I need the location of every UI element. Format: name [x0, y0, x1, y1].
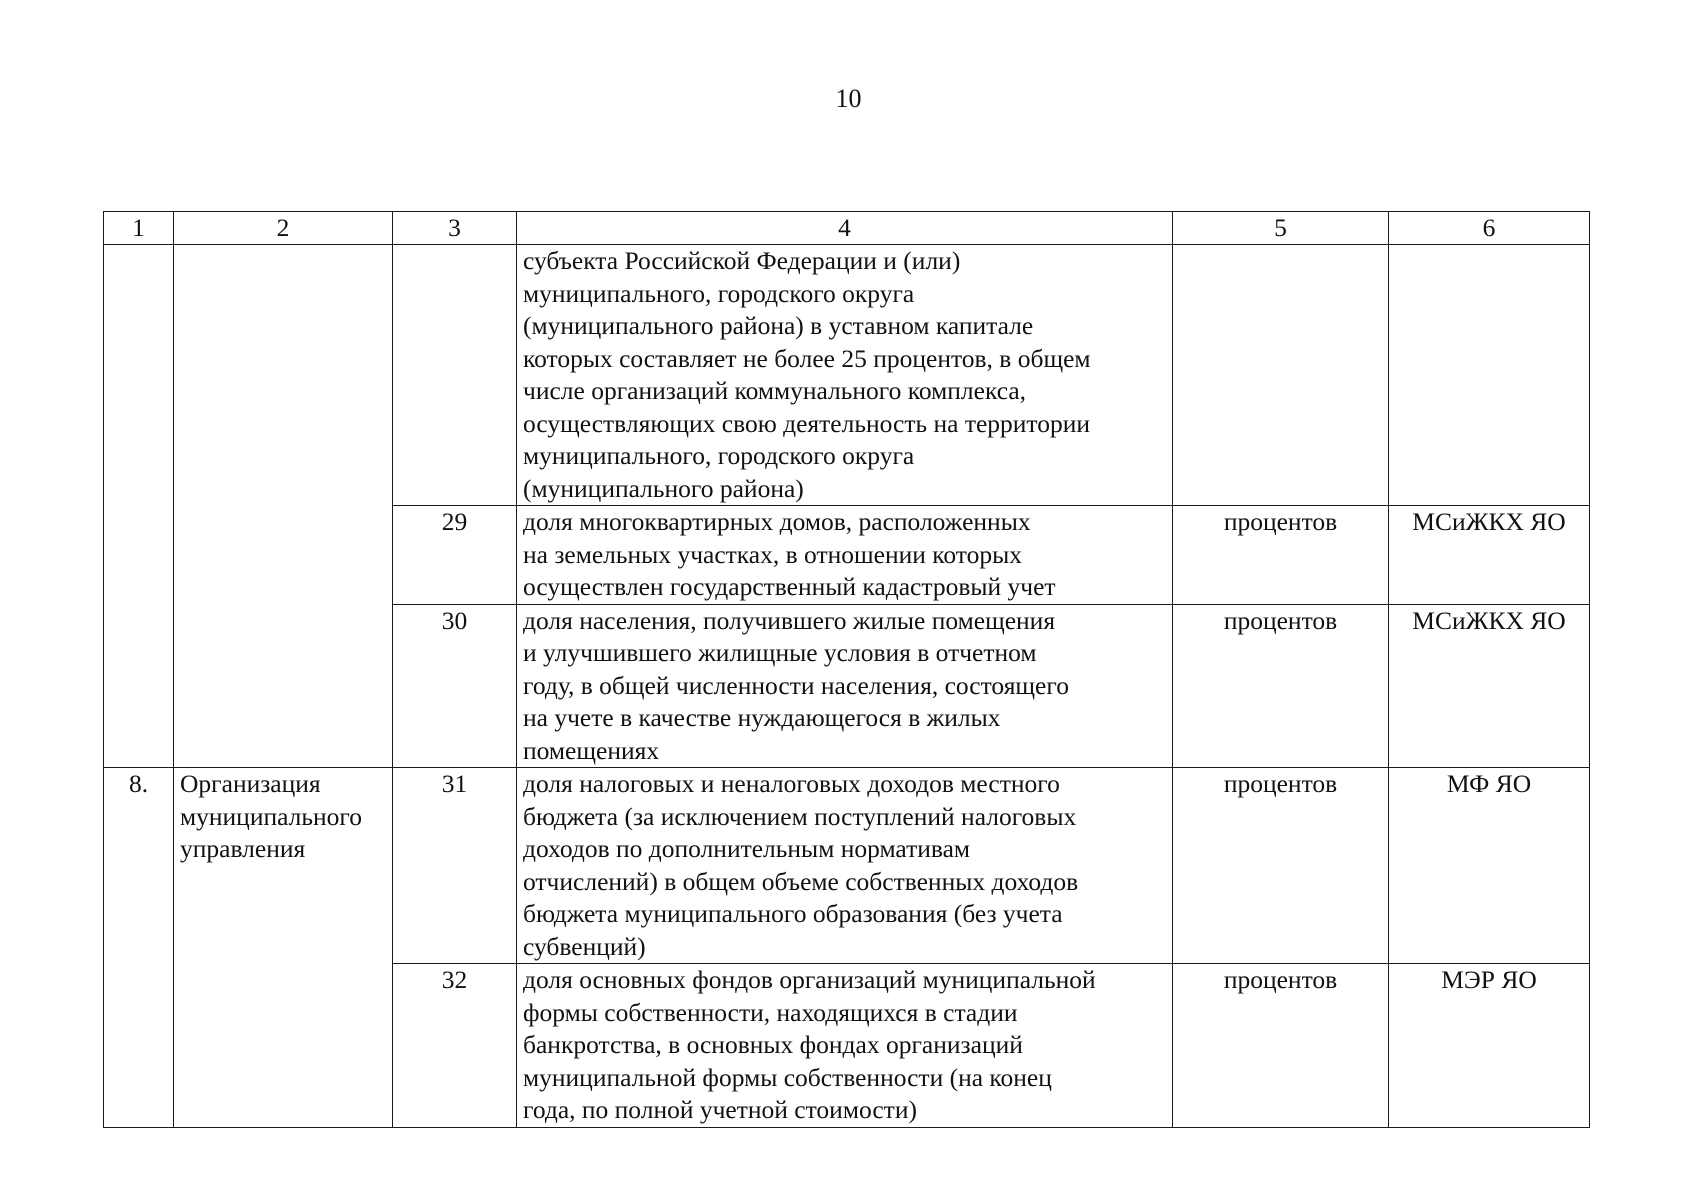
- header-cell-6: 6: [1389, 212, 1590, 245]
- section-title: [174, 768, 393, 964]
- description-line: помещениях: [523, 735, 660, 765]
- description-line: доля основных фондов организаций муниципальной: [523, 965, 1096, 994]
- table-row-continuation: [104, 245, 1590, 506]
- description-line: числе организаций коммунального комплекса,: [523, 376, 1027, 405]
- row-org-cell: [1389, 245, 1590, 506]
- indicator-unit: процентов: [1173, 506, 1389, 605]
- indicator-unit: процентов: [1173, 768, 1389, 964]
- indicator-description: [517, 768, 1173, 964]
- description-line: субвенций): [523, 931, 646, 961]
- row-number-cell: [104, 245, 174, 506]
- table-row-31: [104, 768, 1590, 964]
- indicators-table: [103, 211, 1590, 1128]
- row-section-cell: [174, 506, 393, 605]
- indicator-code: 29: [393, 506, 517, 605]
- description-line: бюджета муниципального образования (без учета: [523, 899, 1063, 928]
- indicator-unit: процентов: [1173, 604, 1389, 768]
- row-code-cell: [393, 245, 517, 506]
- description-line: (муниципального района): [523, 473, 804, 503]
- row-description-cell: [517, 245, 1173, 506]
- row-section-cell: [174, 964, 393, 1128]
- indicator-code: 30: [393, 604, 517, 768]
- section-number: 8.: [104, 768, 174, 964]
- description-line: доля многоквартирных домов, расположенных: [523, 507, 1031, 536]
- indicator-unit: процентов: [1173, 964, 1389, 1128]
- description-line: муниципального, городского округа: [523, 278, 915, 308]
- row-unit-cell: [1173, 245, 1389, 506]
- description-line: муниципальной формы собственности (на конец: [523, 1062, 1052, 1092]
- table-header-row: [104, 212, 1590, 245]
- indicator-description: [517, 506, 1173, 605]
- table-row-30: [104, 604, 1590, 768]
- header-cell-2: 2: [174, 212, 393, 245]
- description-line: на земельных участках, в отношении которых: [523, 539, 1022, 569]
- description-line: субъекта Российской Федерации и (или): [523, 246, 961, 275]
- description-line: формы собственности, находящихся в стадии: [523, 997, 1018, 1027]
- description-line: банкротства, в основных фондах организаций: [523, 1030, 1023, 1059]
- page-number: 10: [835, 84, 862, 113]
- table-row-32: [104, 964, 1590, 1128]
- indicator-description: [517, 604, 1173, 768]
- description-line: года, по полной учетной стоимости): [523, 1095, 917, 1124]
- header-cell-4: 4: [517, 212, 1173, 245]
- header-cell-5: 5: [1173, 212, 1389, 245]
- description-line: осуществлен государственный кадастровый учет: [523, 572, 1056, 601]
- indicator-code: 31: [393, 768, 517, 964]
- description-line: доходов по дополнительным нормативам: [523, 834, 971, 863]
- description-line: доля налоговых и неналоговых доходов местного: [523, 769, 1060, 798]
- responsible-org: МЭР ЯО: [1389, 964, 1590, 1128]
- indicator-code: 32: [393, 964, 517, 1128]
- section-title-line: муниципального: [180, 801, 362, 831]
- description-line: осуществляющих свою деятельность на территории: [523, 408, 1091, 438]
- row-section-cell: [174, 245, 393, 506]
- responsible-org: МФ ЯО: [1389, 768, 1590, 964]
- description-line: и улучшившего жилищные условия в отчетном: [523, 638, 1037, 667]
- description-line: на учете в качестве нуждающегося в жилых: [523, 703, 1001, 732]
- responsible-org: МСиЖКХ ЯО: [1389, 506, 1590, 605]
- description-line: муниципального, городского округа: [523, 441, 915, 470]
- description-line: отчислений) в общем объеме собственных доходов: [523, 866, 1079, 896]
- responsible-org: МСиЖКХ ЯО: [1389, 604, 1590, 768]
- row-section-cell: [174, 604, 393, 768]
- row-number-cell: [104, 604, 174, 768]
- indicator-description: [517, 964, 1173, 1128]
- description-line: году, в общей численности населения, состоящего: [523, 670, 1069, 700]
- section-title-line: Организация: [180, 769, 321, 798]
- header-cell-1: 1: [104, 212, 174, 245]
- description-line: доля населения, получившего жилые помещения: [523, 605, 1056, 635]
- description-line: бюджета (за исключением поступлений налоговых: [523, 801, 1077, 831]
- header-cell-3: 3: [393, 212, 517, 245]
- row-number-cell: [104, 964, 174, 1128]
- description-line: (муниципального района) в уставном капитале: [523, 311, 1034, 340]
- section-title-line: управления: [180, 834, 306, 863]
- table-row-29: [104, 506, 1590, 605]
- row-number-cell: [104, 506, 174, 605]
- description-line: которых составляет не более 25 процентов, в общем: [523, 343, 1091, 373]
